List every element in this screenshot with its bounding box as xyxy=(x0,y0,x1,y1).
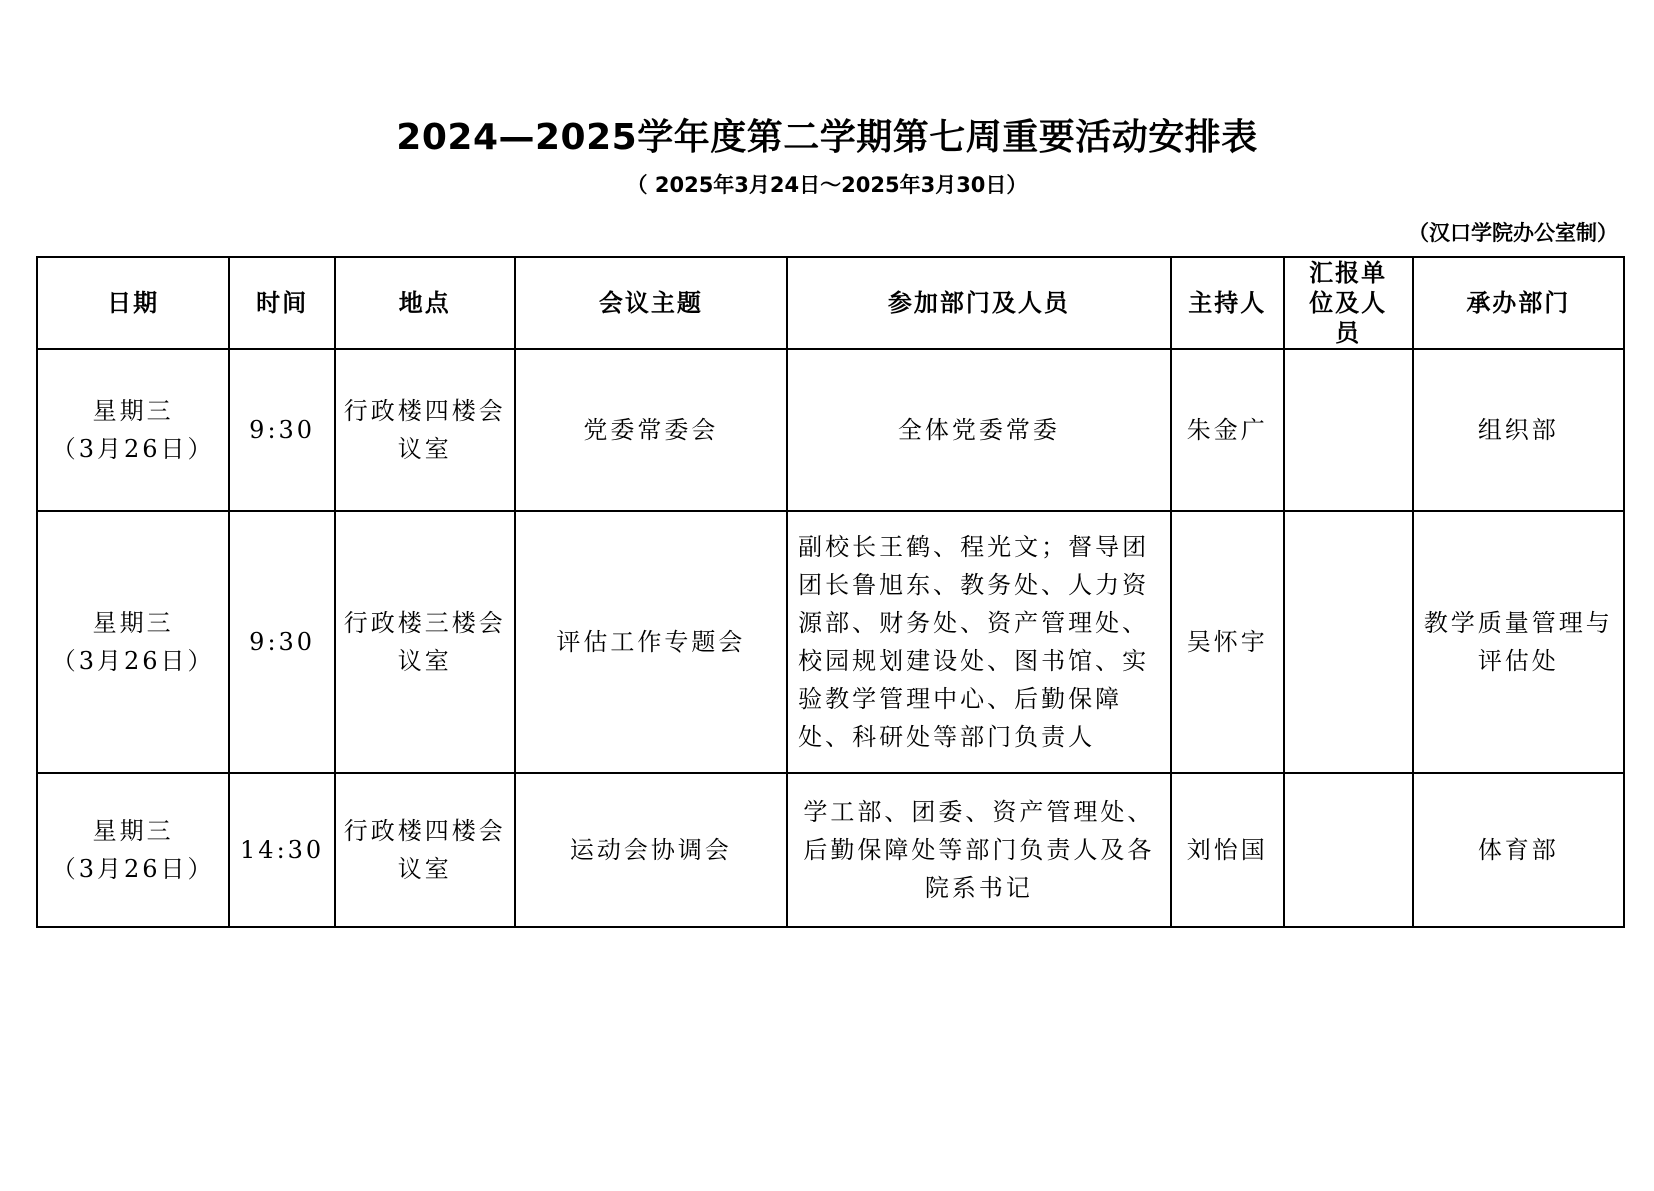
activity-schedule-table xyxy=(36,256,1625,928)
organizer-cell: 教学质量管理与评估处 xyxy=(1413,511,1624,773)
host-cell: 朱金广 xyxy=(1171,349,1284,511)
header-location: 地点 xyxy=(335,257,515,349)
date-cell xyxy=(37,349,229,511)
date-cell xyxy=(37,773,229,927)
topic-cell: 党委常委会 xyxy=(515,349,788,511)
header-topic: 会议主题 xyxy=(515,257,788,349)
document-title: 2024—2025学年度第二学期第七周重要活动安排表 xyxy=(396,117,1258,158)
table-row xyxy=(37,511,1624,773)
header-participants: 参加部门及人员 xyxy=(787,257,1171,349)
table-row xyxy=(37,349,1624,511)
date-cell xyxy=(37,511,229,773)
time-cell: 9:30 xyxy=(229,349,335,511)
location-cell: 行政楼四楼会议室 xyxy=(335,773,515,927)
header-reporter: 汇报单位及人员 xyxy=(1284,257,1413,349)
time-cell: 14:30 xyxy=(229,773,335,927)
topic-cell: 运动会协调会 xyxy=(515,773,788,927)
topic-cell: 评估工作专题会 xyxy=(515,511,788,773)
time-cell: 9:30 xyxy=(229,511,335,773)
organizer-cell: 体育部 xyxy=(1413,773,1624,927)
participants-cell: 全体党委常委 xyxy=(787,349,1171,511)
date-detail: （3月26日） xyxy=(51,435,215,463)
date-day: 星期三 xyxy=(92,609,174,637)
header-date: 日期 xyxy=(37,257,229,349)
reporter-cell xyxy=(1284,773,1413,927)
table-row xyxy=(37,773,1624,927)
header-organizer: 承办部门 xyxy=(1413,257,1624,349)
location-cell: 行政楼三楼会议室 xyxy=(335,511,515,773)
reporter-cell xyxy=(1284,349,1413,511)
participants-cell: 副校长王鹤、程光文；督导团团长鲁旭东、教务处、人力资源部、财务处、资产管理处、校园规划建设处、图书馆、实验教学管理中心、后勤保障处、科研处等部门负责人 xyxy=(787,511,1171,773)
header-time: 时间 xyxy=(229,257,335,349)
host-cell: 刘怡国 xyxy=(1171,773,1284,927)
document-date-range: （ 2025年3月24日～2025年3月30日） xyxy=(626,173,1028,197)
organizer-cell: 组织部 xyxy=(1413,349,1624,511)
date-detail: （3月26日） xyxy=(51,647,215,675)
participants-cell: 学工部、团委、资产管理处、后勤保障处等部门负责人及各院系书记 xyxy=(787,773,1171,927)
reporter-cell xyxy=(1284,511,1413,773)
host-cell: 吴怀宇 xyxy=(1171,511,1284,773)
header-host: 主持人 xyxy=(1171,257,1284,349)
date-day: 星期三 xyxy=(92,397,174,425)
date-detail: （3月26日） xyxy=(51,855,215,883)
date-day: 星期三 xyxy=(92,817,174,845)
location-cell: 行政楼四楼会议室 xyxy=(335,349,515,511)
table-header-row xyxy=(37,257,1624,349)
document-producer: （汉口学院办公室制） xyxy=(1408,221,1618,245)
